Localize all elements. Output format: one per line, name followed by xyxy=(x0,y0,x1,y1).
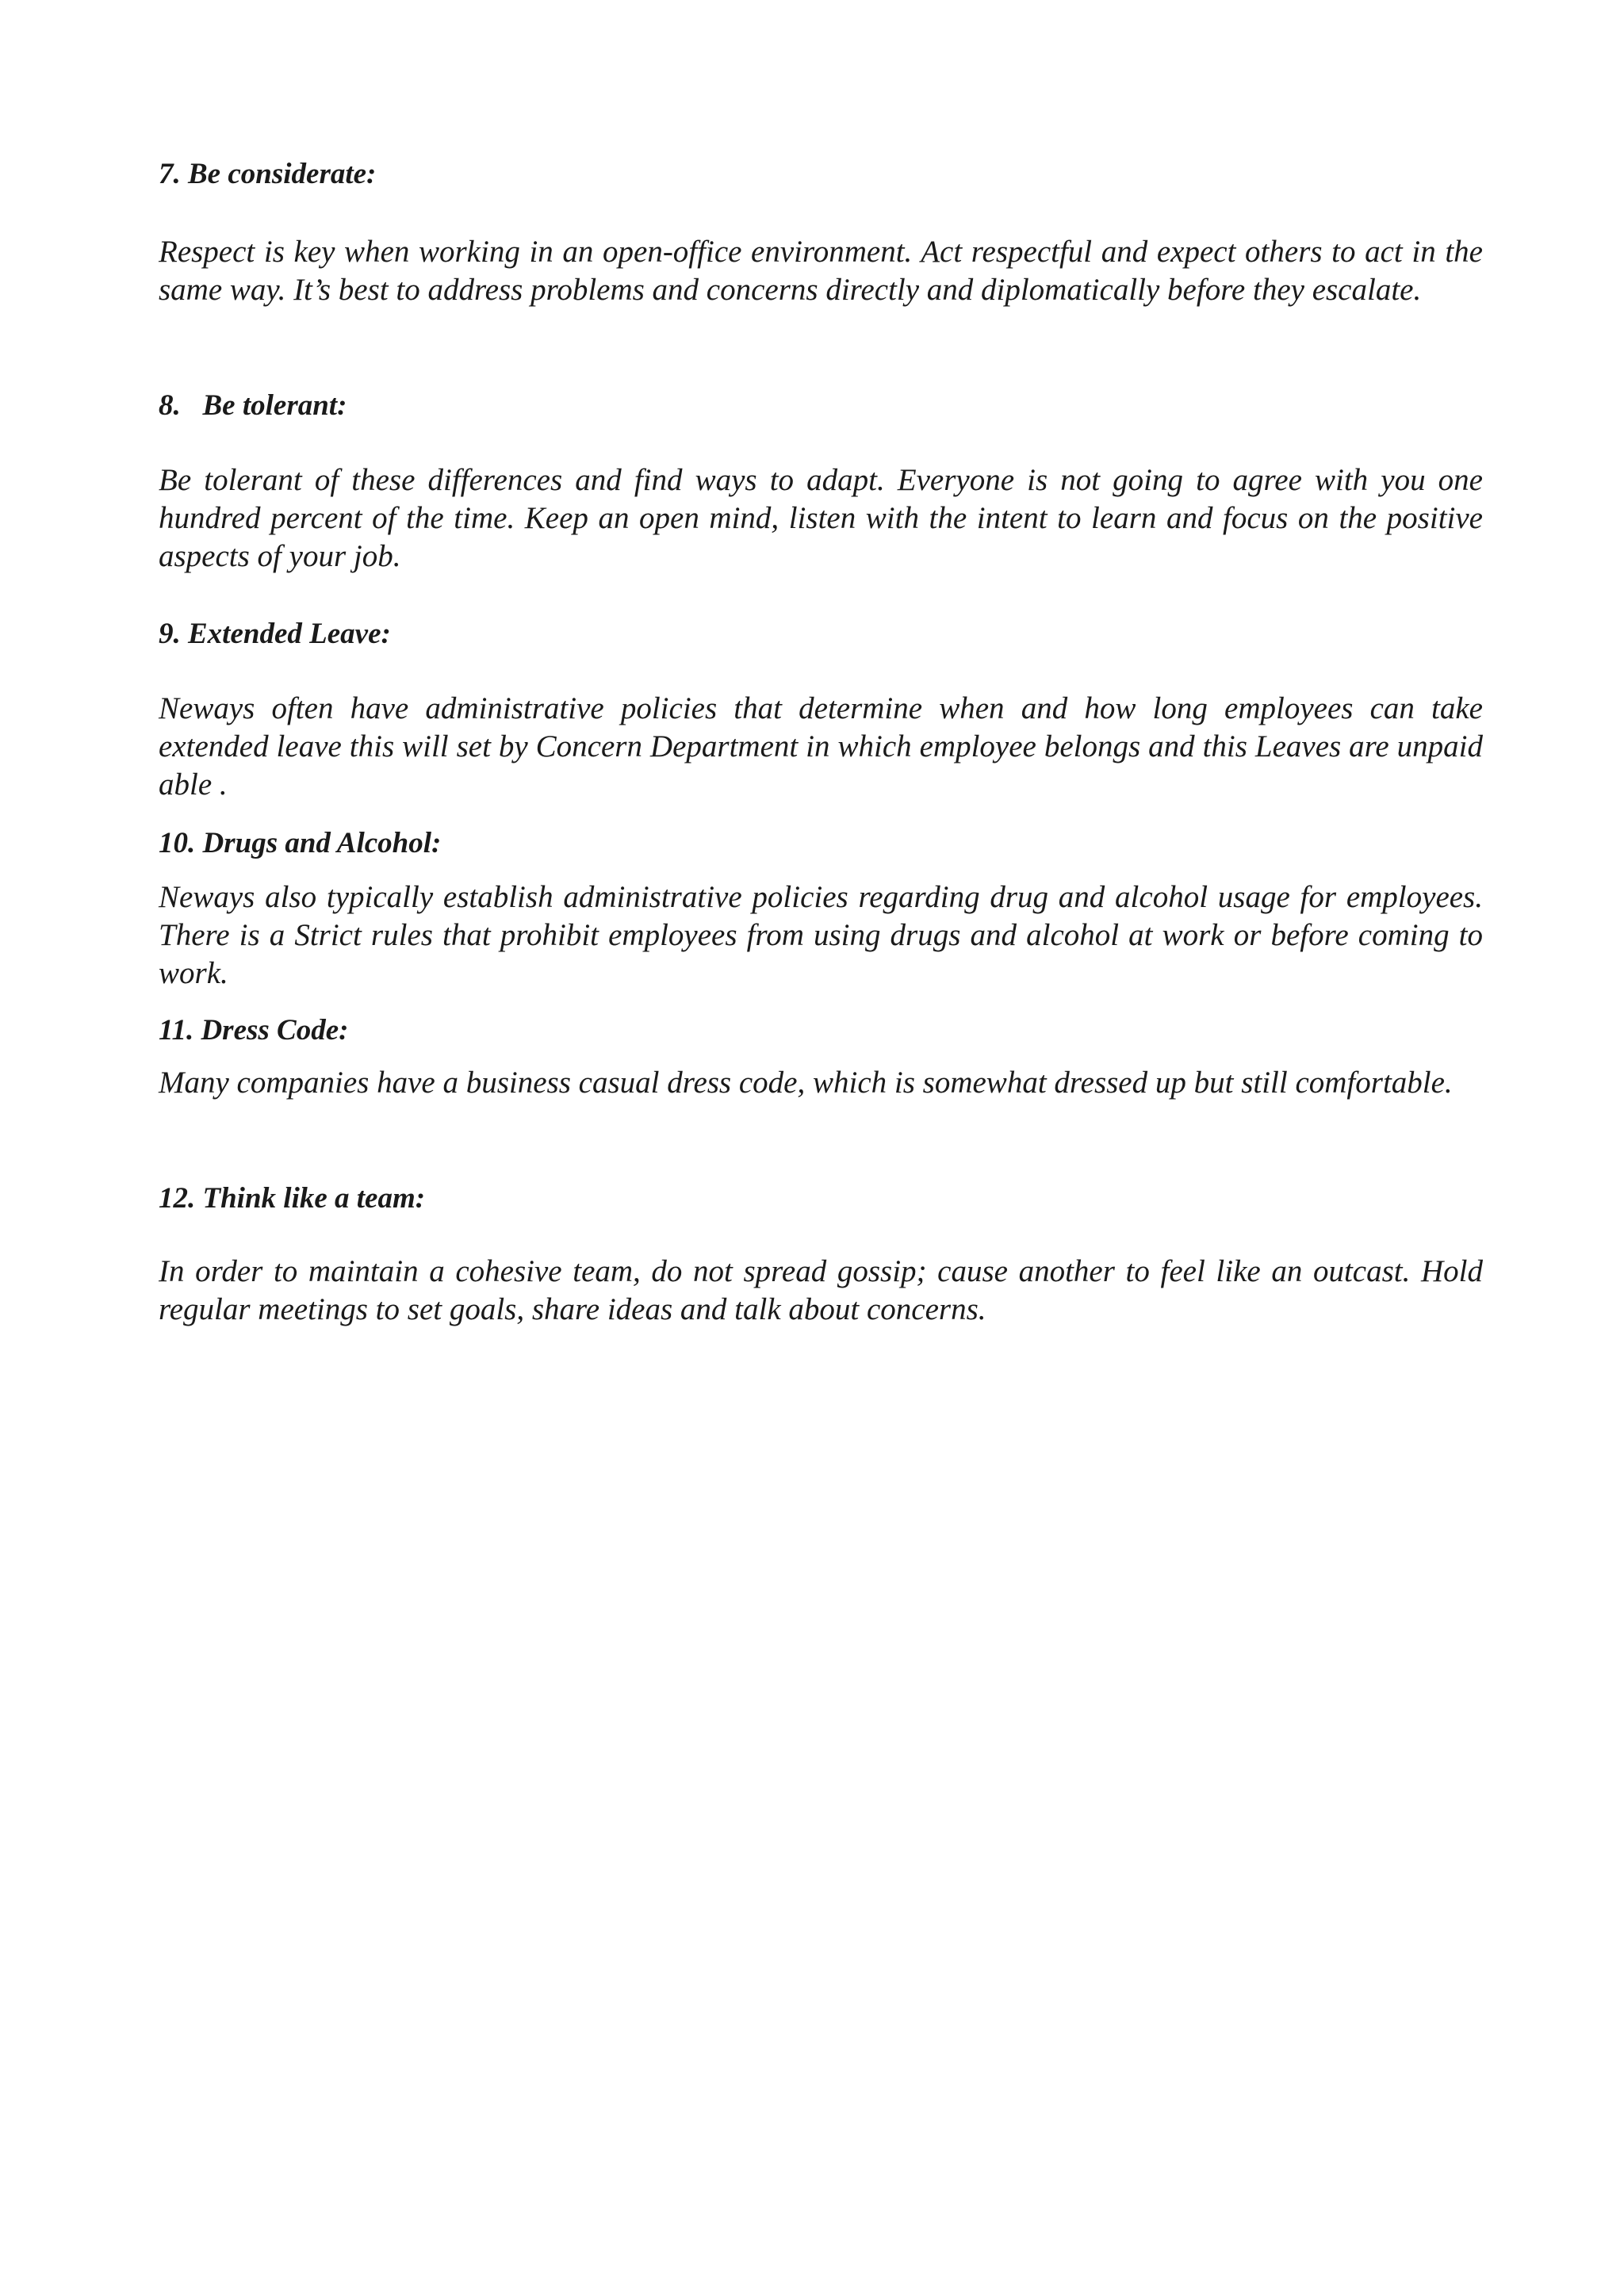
section-10-body: Neways also typically establish administrative policies regarding drug and alcohol usage for employees. There is a Strict rules that prohibit employees from using drugs and alcohol at work or before coming to work. xyxy=(159,880,1483,990)
section-9-heading: 9. Extended Leave: xyxy=(159,618,391,650)
section-12-heading: 12. Think like a team: xyxy=(159,1182,426,1215)
section-7-heading: 7. Be considerate: xyxy=(159,158,377,190)
section-10-heading: 10. Drugs and Alcohol: xyxy=(159,827,442,859)
section-8-heading: 8. Be tolerant: xyxy=(159,389,347,422)
section-11-body: Many companies have a business casual dress code, which is somewhat dressed up but still comfortable. xyxy=(159,1066,1453,1100)
section-7-body: Respect is key when working in an open-office environment. Act respectful and expect others to act in the same way. It’s best to address problems and concerns directly and diplomatically before they escalate. xyxy=(159,235,1483,307)
section-9-body: Neways often have administrative policies that determine when and how long employees can take extended leave this will set by Concern Department in which employee belongs and this Leaves are unpaid able . xyxy=(159,691,1483,802)
section-12-body: In order to maintain a cohesive team, do not spread gossip; cause another to feel like an outcast. Hold regular meetings to set goals, share ideas and talk about concerns. xyxy=(159,1254,1483,1326)
section-11-heading: 11. Dress Code: xyxy=(159,1014,349,1047)
section-8-body: Be tolerant of these differences and find ways to adapt. Everyone is not going to agree with you one hundred percent of the time. Keep an open mind, listen with the intent to learn and focus on the positive aspects of your job. xyxy=(159,463,1483,573)
